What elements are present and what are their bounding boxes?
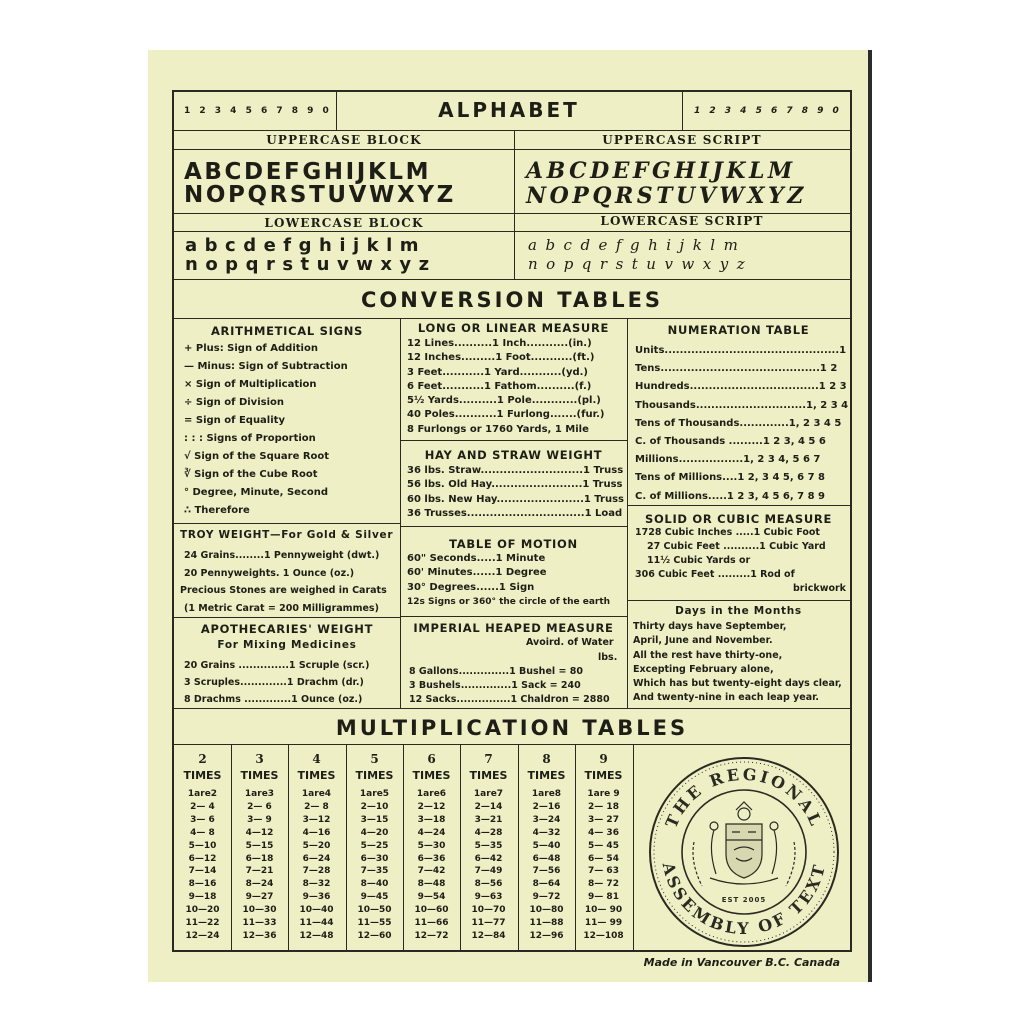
mult-column-6 bbox=[403, 744, 460, 943]
mult-row: 2—16 bbox=[532, 801, 561, 812]
mult-row: 10—50 bbox=[357, 905, 392, 916]
mult-row: 12—48 bbox=[299, 930, 334, 941]
mult-number: 5 bbox=[370, 752, 379, 766]
hay-row: 56 lbs. Old Hay........................1 Truss bbox=[407, 479, 623, 491]
mult-row: 11—77 bbox=[471, 918, 506, 929]
imperial-rows bbox=[409, 665, 610, 707]
mult-row: 9—63 bbox=[474, 892, 503, 903]
imperial-row: 12 Sacks...............1 Chaldron = 2880 bbox=[409, 694, 610, 705]
mult-row: 3—21 bbox=[474, 814, 503, 825]
months-line: April, June and November. bbox=[633, 635, 773, 647]
troy-rows bbox=[180, 547, 387, 617]
mult-row: 1are 9 bbox=[587, 789, 620, 799]
mult-row: 7— 63 bbox=[588, 866, 619, 877]
imperial-unit: lbs. bbox=[598, 652, 618, 663]
mult-row: 11—55 bbox=[357, 918, 392, 929]
mult-row: 7—14 bbox=[188, 866, 217, 877]
mult-row: 10—70 bbox=[471, 905, 506, 916]
motion-row: 12s Signs or 360° the circle of the earth bbox=[407, 596, 611, 607]
lowercase-script-line2: nopqrstuvwxyz bbox=[528, 255, 754, 273]
linear-rows bbox=[407, 337, 604, 437]
cubic-row: 27 Cubic Feet ..........1 Cubic Yard bbox=[647, 541, 826, 552]
apothecaries-row: 3 Scruples.............1 Drachm (dr.) bbox=[184, 677, 364, 688]
mult-row: 5—10 bbox=[188, 840, 217, 851]
arith-item: + Plus: Sign of Addition bbox=[184, 343, 318, 354]
lowercase-block-line1: abcdefghijklm bbox=[185, 235, 427, 256]
apothecaries-rows bbox=[184, 657, 369, 708]
mult-row: 12—24 bbox=[185, 930, 220, 941]
conversion-title: CONVERSION TABLES bbox=[360, 288, 664, 312]
mult-row: 2—10 bbox=[360, 801, 389, 812]
mult-row: 4—32 bbox=[532, 827, 561, 838]
mult-row: 7—49 bbox=[474, 866, 503, 877]
mult-row: 6—48 bbox=[532, 853, 561, 864]
mult-row: 4—24 bbox=[417, 827, 446, 838]
mult-row: 12—84 bbox=[471, 930, 506, 941]
mult-row: 8—32 bbox=[302, 879, 331, 890]
mult-row: 9—54 bbox=[417, 892, 446, 903]
imperial-row: 8 Gallons..............1 Bushel = 80 bbox=[409, 666, 583, 677]
linear-title: LONG OR LINEAR MEASURE bbox=[417, 321, 610, 335]
mult-row: 9— 81 bbox=[588, 892, 619, 903]
mult-column-4 bbox=[288, 744, 345, 943]
mult-row: 9—36 bbox=[302, 892, 331, 903]
mult-row: 11—66 bbox=[414, 918, 449, 929]
linear-row: 12 Inches.........1 Foot...........(ft.) bbox=[407, 352, 595, 364]
cubic-row: brickwork bbox=[793, 583, 846, 594]
mult-times-label: TIMES bbox=[183, 769, 222, 782]
mult-row: 4—12 bbox=[245, 827, 274, 838]
apothecaries-row: 8 Drachms .............1 Ounce (oz.) bbox=[184, 694, 363, 705]
seal-text-bottom: ASSEMBLY OF TEXT bbox=[658, 860, 830, 939]
mult-row: 8—48 bbox=[417, 879, 446, 890]
hay-row: 36 lbs. Straw...........................1 Truss bbox=[407, 465, 624, 476]
linear-row: 5½ Yards..........1 Pole............(pl.) bbox=[407, 395, 601, 407]
troy-row: 24 Grains........1 Pennyweight (dwt.) bbox=[184, 550, 380, 561]
numeration-row: C. of Thousands .........1 2 3, 4 5 6 bbox=[635, 436, 826, 448]
arith-item: √ Sign of the Square Root bbox=[184, 451, 330, 462]
mult-row: 2— 18 bbox=[588, 801, 619, 812]
seal-text-top: THE REGIONAL bbox=[661, 764, 827, 831]
cubic-row: 306 Cubic Feet .........1 Rod of bbox=[635, 569, 795, 580]
mult-row: 2—14 bbox=[474, 801, 503, 812]
mult-column-7 bbox=[460, 744, 517, 943]
mult-row: 6—36 bbox=[417, 853, 446, 864]
months-lines bbox=[633, 620, 842, 706]
mult-row: 3— 6 bbox=[190, 814, 215, 825]
mult-row: 1are5 bbox=[359, 789, 390, 799]
hay-row: 36 Trusses...............................1 Load bbox=[407, 507, 623, 519]
linear-row: 8 Furlongs or 1760 Yards, 1 Mile bbox=[407, 423, 589, 435]
arithmetical-title: ARITHMETICAL SIGNS bbox=[210, 324, 364, 338]
mult-number: 7 bbox=[484, 752, 493, 766]
arith-item: = Sign of Equality bbox=[184, 415, 285, 426]
arith-item: ° Degree, Minute, Second bbox=[184, 487, 329, 498]
mult-number: 4 bbox=[312, 752, 321, 766]
alphabet-title: ALPHABET bbox=[438, 98, 580, 122]
mult-row: 8—64 bbox=[532, 879, 561, 890]
cubic-title: SOLID OR CUBIC MEASURE bbox=[644, 512, 833, 526]
cubic-row: 11½ Cubic Yards or bbox=[647, 555, 751, 566]
mult-row: 11—88 bbox=[529, 918, 564, 929]
arith-item: — Minus: Sign of Subtraction bbox=[184, 361, 348, 372]
mult-times-label: TIMES bbox=[240, 769, 279, 782]
mult-row: 1are6 bbox=[416, 789, 447, 799]
mult-row: 4— 8 bbox=[190, 827, 215, 838]
troy-row: Precious Stones are weighed in Carats bbox=[180, 585, 387, 596]
mult-column-8 bbox=[518, 744, 575, 943]
months-line: All the rest have thirty-one, bbox=[633, 649, 783, 661]
linear-row: 40 Poles...........1 Furlong.......(fur.) bbox=[407, 409, 605, 421]
troy-row: 20 Pennyweights. 1 Ounce (oz.) bbox=[184, 567, 355, 579]
mult-row: 10—80 bbox=[529, 905, 564, 916]
mult-times-label: TIMES bbox=[584, 769, 623, 782]
mult-number: 3 bbox=[255, 752, 264, 766]
mult-row: 2— 6 bbox=[247, 801, 272, 812]
mult-row: 5—20 bbox=[302, 840, 331, 851]
multiplication-grid bbox=[174, 744, 634, 952]
months-line: Excepting February alone, bbox=[633, 663, 774, 675]
mult-row: 8—24 bbox=[245, 879, 274, 890]
mult-row: 8— 72 bbox=[588, 879, 619, 890]
numeration-title: NUMERATION TABLE bbox=[667, 323, 810, 337]
uppercase-block-line1: ABCDEFGHIJKLM bbox=[184, 159, 432, 185]
footer-made-in: Made in Vancouver B.C. Canada bbox=[643, 956, 840, 969]
numeration-rows bbox=[635, 342, 848, 506]
mult-row: 9—18 bbox=[188, 892, 217, 903]
mult-row: 10—40 bbox=[299, 905, 334, 916]
mult-row: 10—30 bbox=[242, 905, 277, 916]
mult-row: 4—16 bbox=[302, 827, 331, 838]
lowercase-script-label: LOWERCASE SCRIPT bbox=[600, 214, 764, 228]
numeration-row: C. of Millions.....1 2 3, 4 5 6, 7 8 9 bbox=[635, 490, 825, 502]
mult-row: 5—15 bbox=[245, 840, 274, 851]
mult-row: 2— 4 bbox=[190, 801, 215, 812]
mult-row: 12—108 bbox=[583, 930, 624, 941]
numeration-row: Thousands.............................1, 2 3 4 bbox=[635, 399, 849, 411]
uppercase-script-line1: ABCDEFGHIJKLM bbox=[526, 158, 796, 184]
uppercase-block-label: UPPERCASE BLOCK bbox=[266, 133, 422, 147]
mult-column-3 bbox=[231, 744, 288, 943]
mult-row: 8—56 bbox=[474, 879, 503, 890]
mult-row: 5— 45 bbox=[588, 840, 619, 851]
mult-times-label: TIMES bbox=[412, 769, 451, 782]
mult-row: 5—25 bbox=[360, 840, 389, 851]
linear-row: 12 Lines..........1 Inch...........(in.) bbox=[407, 338, 592, 349]
lowercase-block-label: LOWERCASE BLOCK bbox=[264, 216, 424, 230]
mult-times-label: TIMES bbox=[355, 769, 394, 782]
mult-row: 3— 27 bbox=[588, 814, 619, 825]
mult-row: 3—15 bbox=[360, 814, 389, 825]
mult-column-2 bbox=[174, 744, 231, 943]
mult-number: 8 bbox=[542, 752, 551, 766]
imperial-subtitle: Avoird. of Water bbox=[526, 637, 614, 648]
mult-row: 1are3 bbox=[244, 789, 275, 799]
mult-row: 7—28 bbox=[302, 866, 331, 877]
imperial-title: IMPERIAL HEAPED MEASURE bbox=[413, 621, 614, 635]
uppercase-block-line2: NOPQRSTUVWXYZ bbox=[184, 182, 456, 208]
apothecaries-subtitle: For Mixing Medicines bbox=[217, 639, 357, 651]
arith-item: ∴ Therefore bbox=[184, 505, 250, 516]
mult-row: 1are8 bbox=[531, 789, 562, 799]
mult-row: 10—20 bbox=[185, 905, 220, 916]
mult-row: 8—16 bbox=[188, 879, 217, 890]
multiplication-title: MULTIPLICATION TABLES bbox=[335, 716, 689, 740]
mult-row: 7—56 bbox=[532, 866, 561, 877]
mult-row: 9—27 bbox=[245, 892, 274, 903]
lowercase-script-line1: abcdefghijklm bbox=[528, 236, 747, 254]
months-line: And twenty-nine in each leap year. bbox=[633, 692, 820, 704]
mult-row: 10—60 bbox=[414, 905, 449, 916]
numeration-row: Tens of Millions....1 2, 3 4 5, 6 7 8 bbox=[635, 472, 825, 484]
months-line: Which has but twenty-eight days clear, bbox=[633, 678, 842, 690]
motion-row: 30° Degrees......1 Sign bbox=[407, 581, 535, 593]
mult-row: 11—33 bbox=[242, 918, 277, 929]
apothecaries-title: APOTHECARIES' WEIGHT bbox=[200, 622, 374, 636]
numeration-row: Units..............................................1 bbox=[635, 345, 847, 356]
mult-row: 12—72 bbox=[414, 930, 449, 941]
mult-row: 5—40 bbox=[532, 840, 561, 851]
mult-row: 12—36 bbox=[242, 930, 277, 941]
mult-row: 11—22 bbox=[185, 918, 220, 929]
hay-row: 60 lbs. New Hay.......................1 Truss bbox=[407, 493, 624, 505]
mult-column-5 bbox=[346, 744, 403, 943]
mult-row: 6—24 bbox=[302, 853, 331, 864]
months-title: Days in the Months bbox=[675, 605, 802, 617]
mult-row: 1are7 bbox=[473, 789, 504, 799]
reference-card bbox=[148, 50, 872, 982]
arithmetical-list bbox=[184, 340, 348, 520]
mult-row: 7—42 bbox=[417, 866, 446, 877]
mult-times-label: TIMES bbox=[527, 769, 566, 782]
mult-row: 3—18 bbox=[417, 814, 446, 825]
mult-row: 9—45 bbox=[360, 892, 389, 903]
card-frame bbox=[172, 90, 852, 952]
motion-row: 60' Minutes......1 Degree bbox=[407, 567, 547, 579]
apothecaries-row: 20 Grains ..............1 Scruple (scr.) bbox=[184, 660, 370, 671]
mult-row: 2—12 bbox=[417, 801, 446, 812]
mult-row: 12—60 bbox=[357, 930, 392, 941]
mult-row: 1are2 bbox=[187, 789, 218, 799]
mult-row: 7—35 bbox=[360, 866, 389, 877]
mult-row: 6—42 bbox=[474, 853, 503, 864]
numbers-right: 1 2 3 4 5 6 7 8 9 0 bbox=[694, 106, 842, 116]
regional-assembly-seal bbox=[644, 754, 844, 950]
mult-row: 6—18 bbox=[245, 853, 274, 864]
mult-row: 1are4 bbox=[301, 789, 332, 799]
linear-row: 6 Feet...........1 Fathom..........(f.) bbox=[407, 380, 592, 392]
mult-row: 4—20 bbox=[360, 827, 389, 838]
mult-row: 10— 90 bbox=[584, 905, 623, 916]
uppercase-script-label: UPPERCASE SCRIPT bbox=[602, 133, 762, 147]
mult-number: 6 bbox=[427, 752, 436, 766]
mult-row: 7—21 bbox=[245, 866, 274, 877]
numbers-left: 1 2 3 4 5 6 7 8 9 0 bbox=[184, 106, 332, 116]
numeration-row: Tens..........................................1 2 bbox=[635, 363, 838, 375]
troy-row: (1 Metric Carat = 200 Milligrammes) bbox=[184, 602, 379, 614]
mult-row: 11— 99 bbox=[584, 918, 623, 929]
hay-rows bbox=[407, 464, 624, 521]
mult-row: 9—72 bbox=[532, 892, 561, 903]
mult-row: 3— 9 bbox=[247, 814, 272, 825]
mult-row: 6—30 bbox=[360, 853, 389, 864]
mult-times-label: TIMES bbox=[297, 769, 336, 782]
numeration-row: Millions.................1, 2 3 4, 5 6 7 bbox=[635, 454, 821, 466]
arith-item: × Sign of Multiplication bbox=[184, 379, 317, 390]
mult-times-label: TIMES bbox=[469, 769, 508, 782]
mult-row: 5—35 bbox=[474, 840, 503, 851]
arith-item: : : : Signs of Proportion bbox=[184, 433, 316, 444]
mult-row: 5—30 bbox=[417, 840, 446, 851]
motion-rows bbox=[407, 552, 610, 609]
hay-title: HAY AND STRAW WEIGHT bbox=[424, 448, 603, 462]
troy-title: TROY WEIGHT—For Gold & Silver bbox=[180, 529, 394, 541]
imperial-row: 3 Bushels..............1 Sack = 240 bbox=[409, 680, 581, 691]
uppercase-script-line2: NOPQRSTUVWXYZ bbox=[526, 183, 807, 209]
mult-row: 11—44 bbox=[299, 918, 334, 929]
linear-row: 3 Feet...........1 Yard...........(yd.) bbox=[407, 366, 589, 378]
cubic-row: 1728 Cubic Inches .....1 Cubic Foot bbox=[635, 527, 820, 538]
lowercase-block-line2: nopqrstuvwxyz bbox=[185, 254, 437, 275]
mult-number: 9 bbox=[599, 752, 608, 766]
cubic-rows bbox=[635, 526, 846, 596]
mult-row: 4— 36 bbox=[588, 827, 619, 838]
crest-icon bbox=[693, 802, 795, 886]
mult-number: 2 bbox=[198, 752, 207, 766]
mult-row: 3—24 bbox=[532, 814, 561, 825]
motion-row: 60" Seconds.....1 Minute bbox=[407, 553, 546, 564]
mult-row: 6— 54 bbox=[588, 853, 619, 864]
svg-text:THE REGIONAL bbox=[662, 765, 827, 831]
mult-row: 2— 8 bbox=[304, 801, 329, 812]
motion-title: TABLE OF MOTION bbox=[449, 537, 578, 551]
months-line: Thirty days have September, bbox=[633, 621, 787, 632]
mult-row: 8—40 bbox=[360, 879, 389, 890]
numeration-row: Hundreds..................................1 2 3 bbox=[635, 381, 847, 393]
mult-row: 12—96 bbox=[529, 930, 564, 941]
numeration-row: Tens of Thousands.............1, 2 3 4 5 bbox=[635, 417, 842, 429]
arith-item: ÷ Sign of Division bbox=[184, 397, 284, 408]
mult-row: 3—12 bbox=[302, 814, 331, 825]
mult-row: 4—28 bbox=[474, 827, 503, 838]
mult-column-9 bbox=[575, 744, 632, 943]
arith-item: ∛ Sign of the Cube Root bbox=[184, 469, 318, 480]
seal-est: EST 2005 bbox=[721, 896, 767, 904]
mult-row: 6—12 bbox=[188, 853, 217, 864]
